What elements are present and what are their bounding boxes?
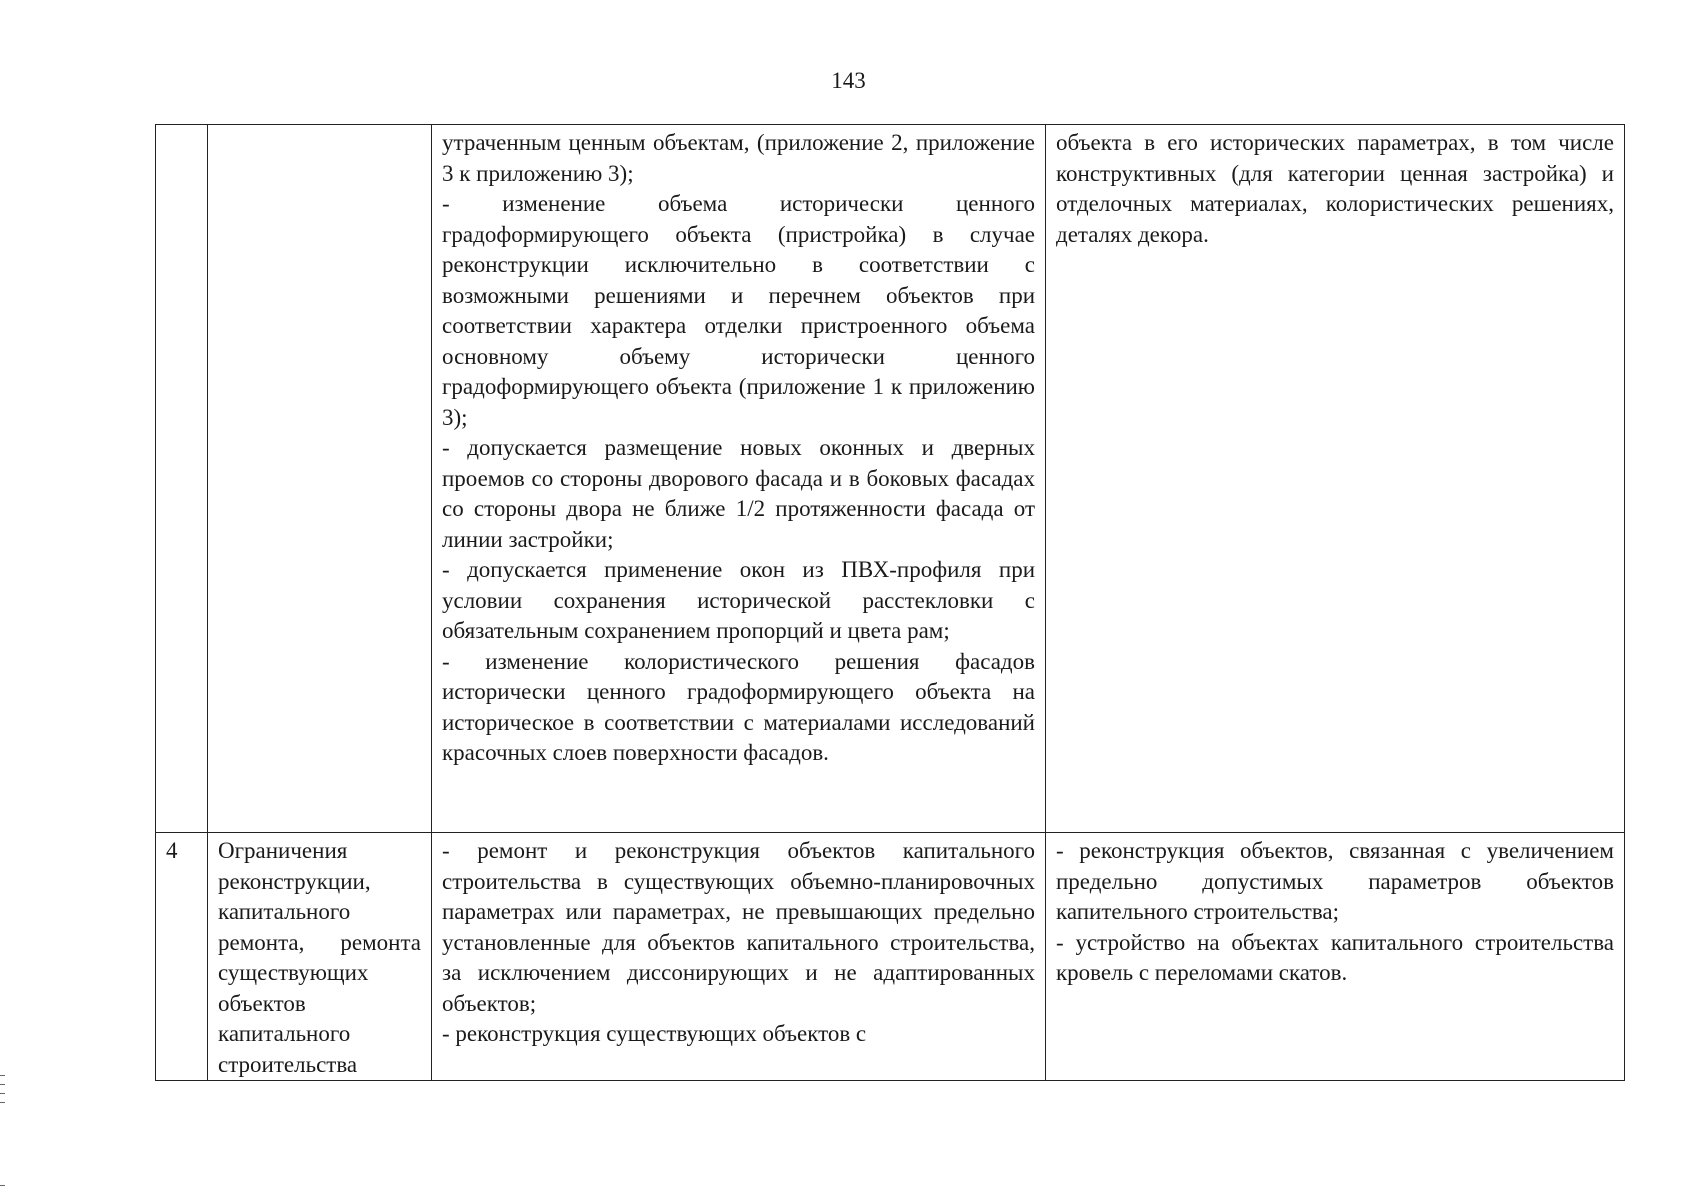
table-row-4 — [156, 833, 1625, 1081]
scan-artifact-mark — [0, 1084, 5, 1085]
allowed-paragraph: - реконструкция существующих объектов с — [442, 1021, 867, 1046]
allowed-paragraph: - изменение объема исторически ценного градоформирующего объекта (пристройка) в случае реконструкции исключительно в соответствии с возможными решениями и перечнем объектов при соответствии характера отделки пристроенного объема основному объему исторически ценного градоформирующего объекта (приложение 1 к приложению 3); — [442, 191, 1035, 430]
table-row-continuation — [156, 125, 1625, 833]
scan-artifact-mark — [0, 1185, 5, 1186]
allowed-cell — [432, 833, 1046, 1081]
page-number: 143 — [831, 68, 866, 93]
allowed-paragraph: - допускается применение окон из ПВХ-профиля при условии сохранения исторической расстекловки с обязательным сохранением пропорций и цвета рам; — [442, 557, 1035, 643]
allowed-paragraph: - изменение колористического решения фасадов исторически ценного градоформирующего объекта на историческое в соответствии с материалами исследований красочных слоев поверхности фасадов. — [442, 648, 1035, 765]
allowed-paragraph: - ремонт и реконструкция объектов капитального строительства в существующих объемно-планировочных параметрах или параметрах, не превышающих предельно установленные для объектов капитального строительства, за исключением диссонирующих и не адаптированных объектов; — [442, 838, 1035, 1016]
allowed-paragraph: - допускается размещение новых оконных и дверных проемов со стороны дворового фасада и в боковых фасадах со стороны двора не ближе 1/2 протяженности фасада от линии застройки; — [442, 435, 1035, 552]
forbidden-paragraph: объекта в его исторических параметрах, в том числе конструктивных (для категории ценная застройка) и отделочных материалах, колористических решениях, деталях декора. — [1056, 130, 1614, 247]
row-number-cell: 4 — [156, 833, 208, 1081]
row-number-cell — [156, 125, 208, 833]
restrictions-table — [155, 124, 1625, 1081]
scan-artifact-mark — [0, 1075, 5, 1076]
forbidden-paragraph: - реконструкция объектов, связанная с увеличением предельно допустимых параметров объектов капительного строительства; — [1056, 838, 1614, 924]
allowed-cell — [432, 125, 1046, 833]
allowed-paragraph: утраченным ценным объектам, (приложение 2, приложение 3 к приложению 3); — [442, 130, 1035, 186]
scan-artifact-mark — [0, 1102, 5, 1103]
forbidden-paragraph: - устройство на объектах капитального строительства кровель с переломами скатов. — [1056, 929, 1614, 985]
scan-artifact-mark — [0, 1093, 5, 1094]
row-name-cell — [208, 125, 432, 833]
forbidden-cell — [1046, 833, 1625, 1081]
row-name-cell: Ограничения реконструкции, капитального ремонта, ремонта существующих объектов капитального строительства — [208, 833, 432, 1081]
forbidden-cell — [1046, 125, 1625, 833]
